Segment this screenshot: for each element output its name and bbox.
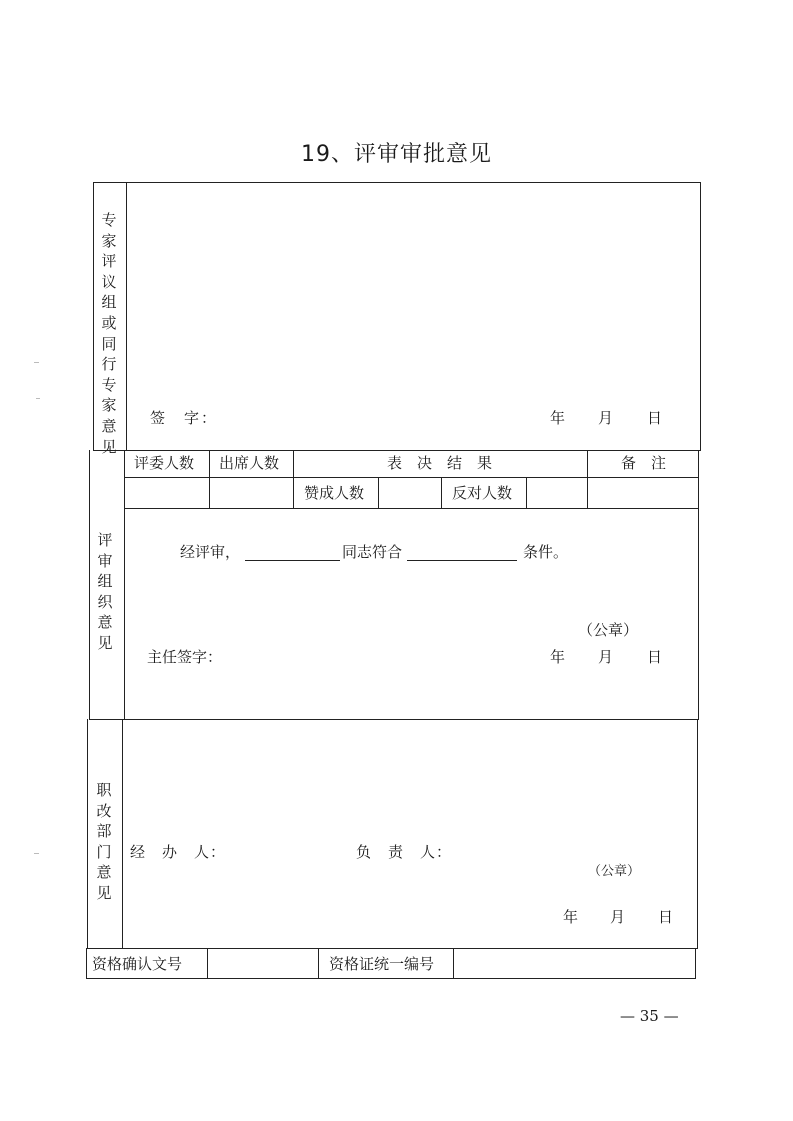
page-number: — 35 — [620,1007,679,1025]
table-border [87,948,697,949]
table-border [378,477,379,508]
oppose-count-value[interactable] [528,479,585,507]
table-border [93,182,94,450]
qualification-blank[interactable] [407,560,517,561]
table-border [89,450,90,720]
review-org-date-year: 年 [550,648,566,666]
name-blank[interactable] [245,560,340,561]
approve-count-header: 赞成人数 [304,484,365,502]
table-border [86,948,87,979]
table-border [124,450,125,720]
table-border [207,948,208,979]
table-border [124,477,698,478]
reform-dept-seal: （公章） [588,864,641,879]
reform-dept-date-year: 年 [563,908,579,926]
statement-prefix: 经评审， [180,543,241,561]
table-border [587,450,588,508]
qual-doc-label: 资格确认文号 [92,955,183,973]
scan-speck [34,362,39,363]
expert-date-year: 年 [550,409,566,427]
page-title: 19、评审审批意见 [301,142,492,167]
vote-result-header: 表 决 结 果 [387,454,493,472]
cert-number-value[interactable] [455,950,693,977]
table-border [126,182,127,450]
table-border [698,450,699,720]
table-border [122,719,123,949]
expert-date-month: 月 [598,409,614,427]
responsible-label: 负 责 人： [356,843,453,861]
oppose-count-header: 反对人数 [452,484,513,502]
table-border [93,450,701,451]
reform-dept-side-label: 职改部门意见 [96,781,112,902]
table-border [86,978,696,979]
committee-count-value[interactable] [126,479,207,507]
review-org-side-label: 评审组织意见 [97,531,113,652]
table-border [700,182,701,450]
reform-dept-date-day: 日 [658,908,674,926]
remarks-header: 备 注 [621,454,667,472]
committee-count-header: 评委人数 [134,454,195,472]
scan-speck [36,398,40,399]
table-border [441,477,442,508]
table-border [87,719,88,949]
review-org-seal: （公章） [578,621,639,639]
table-border [293,450,294,508]
table-border [453,948,454,979]
reform-dept-date-month: 月 [610,908,626,926]
qual-doc-value[interactable] [209,950,316,977]
remarks-value[interactable] [589,479,696,507]
table-border [318,948,319,979]
expert-side-label: 专家评议组或同行专家意见 [101,211,117,456]
table-border [209,450,210,508]
attendance-count-value[interactable] [211,479,291,507]
statement-suffix: 条件。 [523,543,569,561]
attendance-count-header: 出席人数 [219,454,280,472]
table-border [93,182,701,183]
table-border [695,948,696,979]
review-org-date-month: 月 [598,648,614,666]
review-org-date-day: 日 [647,648,663,666]
table-border [697,719,698,949]
statement-middle: 同志符合 [342,543,403,561]
handler-label: 经 办 人： [130,843,227,861]
table-border [124,508,698,509]
expert-sign-label: 签 字： [150,409,219,427]
table-border [526,477,527,508]
director-sign-label: 主任签字： [147,648,223,666]
approve-count-value[interactable] [380,479,439,507]
cert-number-label: 资格证统一编号 [329,955,435,973]
scan-speck [34,853,39,854]
expert-date-day: 日 [647,409,663,427]
table-border [89,719,699,720]
